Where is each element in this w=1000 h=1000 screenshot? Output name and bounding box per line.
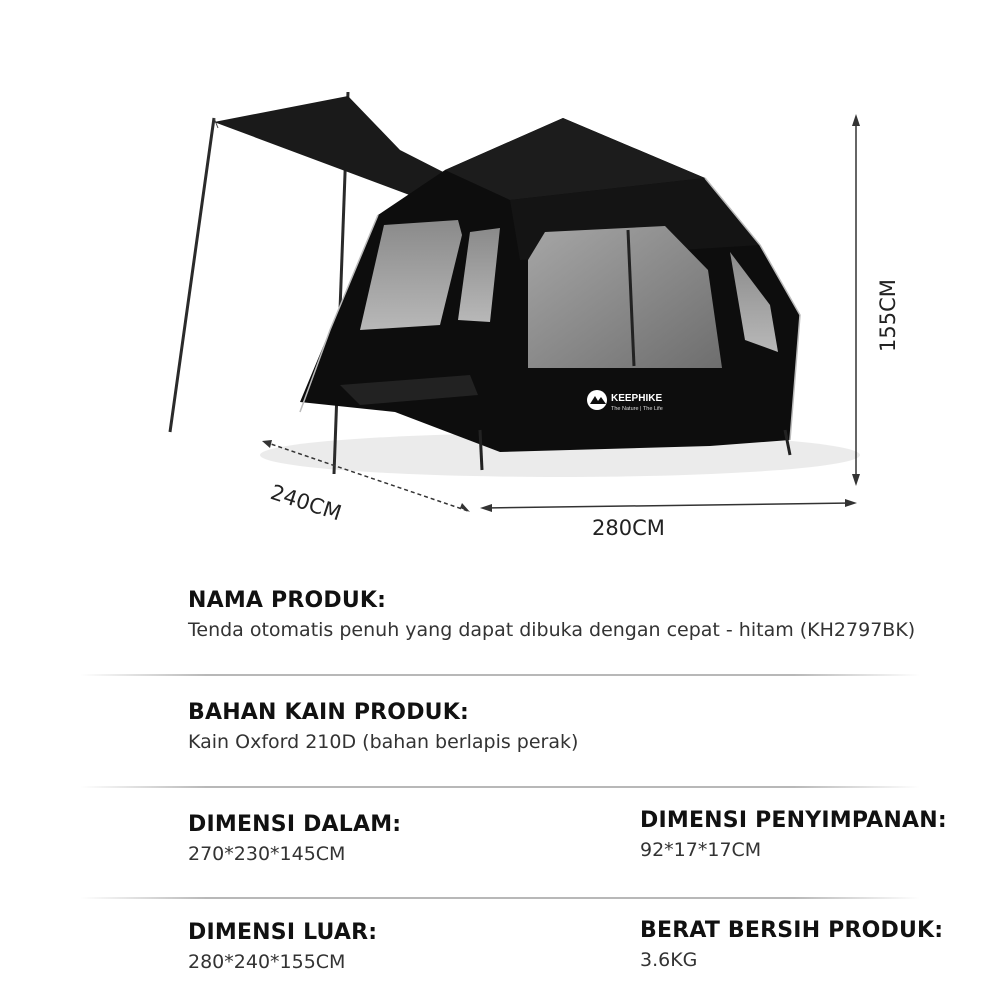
- spec-title: DIMENSI DALAM:: [188, 812, 402, 837]
- width-label: 280CM: [592, 516, 665, 540]
- height-label: 155CM: [876, 279, 900, 352]
- spec-value: Kain Oxford 210D (bahan berlapis perak): [188, 731, 579, 753]
- spec-title: BERAT BERSIH PRODUK:: [640, 918, 944, 943]
- spec-inner-dimension: [188, 812, 401, 865]
- width-dimension-line: [484, 503, 852, 508]
- spec-outer-dimension: [188, 920, 377, 973]
- brand-tagline: The Nature | The Life: [611, 406, 663, 412]
- arrow-up-icon: [852, 114, 860, 126]
- stake: [480, 430, 482, 470]
- depth-label: 240CM: [267, 480, 345, 526]
- arrow-depth-start-icon: [262, 440, 272, 448]
- spec-title: DIMENSI LUAR:: [188, 920, 378, 945]
- spec-value: 270*230*145CM: [188, 843, 346, 865]
- spec-title: BAHAN KAIN PRODUK:: [188, 700, 469, 725]
- spec-value: 3.6KG: [640, 949, 698, 971]
- divider: [80, 674, 920, 676]
- spec-net-weight: [640, 918, 943, 971]
- spec-fabric: [188, 700, 578, 753]
- spec-storage-dimension: [640, 808, 947, 861]
- brand-name: KEEPHIKE: [611, 393, 663, 404]
- spec-value: 92*17*17CM: [640, 839, 762, 861]
- divider: [80, 786, 920, 788]
- spec-value: 280*240*155CM: [188, 951, 346, 973]
- spec-product-name: [188, 588, 915, 641]
- arrow-down-icon: [852, 474, 860, 486]
- spec-title: NAMA PRODUK:: [188, 588, 387, 613]
- spec-title: DIMENSI PENYIMPANAN:: [640, 808, 947, 833]
- arrow-right-icon: [845, 499, 857, 507]
- divider: [80, 897, 920, 899]
- awning-pole-left: [170, 118, 214, 432]
- arrow-left-icon: [480, 504, 492, 512]
- spec-value: Tenda otomatis penuh yang dapat dibuka dengan cepat - hitam (KH2797BK): [188, 619, 916, 641]
